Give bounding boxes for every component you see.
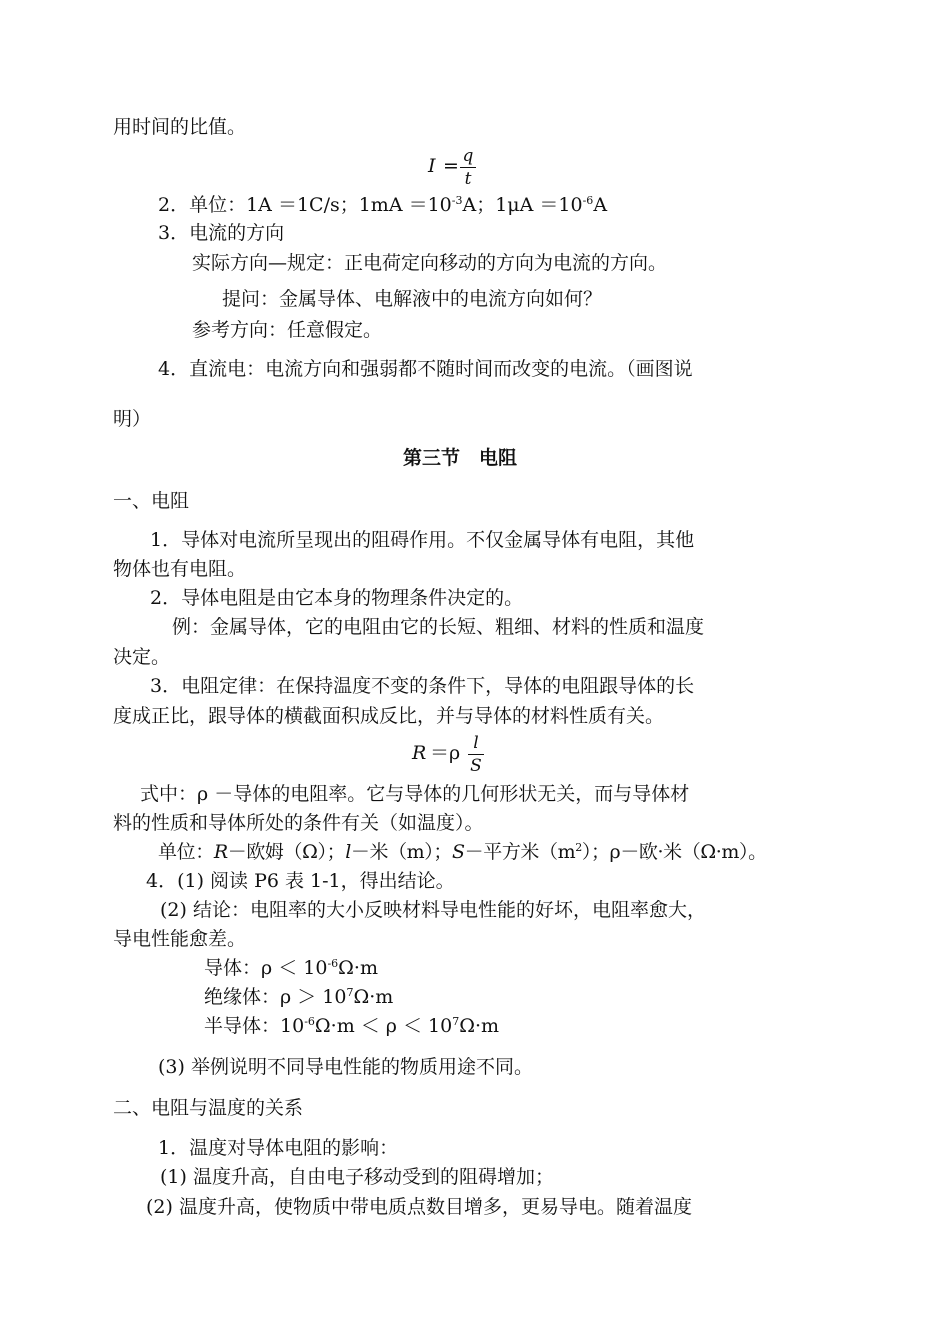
text-line: 料的性质和导体所处的条件有关（如温度）。 — [113, 812, 484, 834]
semiconductor-line — [204, 1014, 499, 1038]
formula-lhs: R — [412, 742, 427, 764]
text-line: (2) 温度升高，使物质中带电质点数目增多，更易导电。随着温度 — [146, 1196, 692, 1218]
question-label: 提问： — [222, 288, 280, 310]
question-line — [222, 287, 602, 311]
text-line: 度成正比，跟导体的横截面积成反比，并与导体的材料性质有关。 — [113, 705, 665, 727]
symbol-s: S — [452, 841, 465, 863]
text-line: 2．导体电阻是由它本身的物理条件决定的。 — [150, 587, 524, 609]
units-ohm: －欧姆（Ω）； — [227, 841, 346, 863]
exponent: -6 — [304, 1015, 315, 1028]
fraction-denominator: t — [464, 169, 472, 189]
formula-equals-rho: ＝ρ — [430, 742, 461, 764]
unit-text-3: A — [593, 194, 608, 216]
text-line: 4．直流电：电流方向和强弱都不随时间而改变的电流。（画图说 — [158, 358, 693, 380]
unit-ohm-meter: Ω·m — [459, 1015, 500, 1037]
text-line: 1．温度对导体电阻的影响： — [158, 1137, 399, 1159]
formula-fraction — [460, 146, 476, 189]
unit-text-2: A；1μA ＝10 — [462, 194, 583, 216]
semiconductor-range: Ω·m ＜ ρ ＜ 10 — [314, 1015, 453, 1037]
unit-ohm-meter: Ω·m — [353, 986, 394, 1008]
formula-lhs: I — [428, 155, 436, 177]
exponent: -6 — [327, 957, 339, 970]
fraction-denominator: S — [470, 756, 482, 776]
subsection-heading: 一、电阻 — [113, 490, 190, 512]
semiconductor-text: 半导体：10 — [204, 1015, 305, 1037]
symbol-r: R — [213, 841, 228, 863]
text-line: 式中：ρ －导体的电阻率。它与导体的几何形状无关，而与导体材 — [140, 783, 690, 805]
text-line: (2) 结论：电阻率的大小反映材料导电性能的好坏，电阻率愈大， — [160, 899, 706, 921]
text-line: 3．电流的方向 — [158, 222, 285, 244]
insulator-text: 绝缘体：ρ ＞ 10 — [204, 986, 347, 1008]
exponent: -3 — [451, 194, 463, 207]
units-square-meter: －平方米（m — [464, 841, 576, 863]
symbol-l: l — [345, 841, 351, 863]
text-line: 1．导体对电流所呈现出的阻碍作用。不仅金属导体有电阻，其他 — [150, 529, 695, 551]
text-line: 参考方向：任意假定。 — [192, 319, 383, 341]
text-line: 物体也有电阻。 — [113, 558, 247, 580]
text-line: 4．(1) 阅读 P6 表 1-1，得出结论。 — [146, 870, 455, 892]
text-line: 用时间的比值。 — [113, 116, 247, 138]
units-meter: －米（m）； — [350, 841, 452, 863]
text-line: 3．电阻定律：在保持温度不变的条件下，导体的电阻跟导体的长 — [150, 675, 695, 697]
text-line: 实际方向—规定：正电荷定向移动的方向为电流的方向。 — [192, 252, 668, 274]
formula-equals: = — [443, 155, 459, 177]
fraction-bar — [468, 754, 484, 755]
fraction-numerator: q — [462, 146, 474, 166]
fraction-numerator: l — [473, 733, 479, 753]
units-line — [158, 840, 767, 864]
text-line: 明） — [113, 408, 152, 430]
text-line: 决定。 — [113, 646, 171, 668]
formula-fraction — [468, 733, 484, 776]
subsection-heading: 二、电阻与温度的关系 — [113, 1097, 304, 1119]
unit-line — [158, 193, 607, 217]
exponent: 7 — [452, 1015, 460, 1028]
text-line: 导电性能愈差。 — [113, 928, 247, 950]
exponent: 2 — [575, 841, 582, 854]
unit-ohm-meter: Ω·m — [338, 957, 378, 979]
text-line: (3) 举例说明不同导电性能的物质用途不同。 — [158, 1056, 533, 1078]
units-ohm-meter: ）；ρ－欧·米（Ω·m）。 — [581, 841, 767, 863]
section-title: 第三节 电阻 — [403, 447, 518, 469]
units-label: 单位： — [158, 841, 214, 863]
exponent: 7 — [346, 986, 354, 999]
text-line: (1) 温度升高，自由电子移动受到的阻碍增加； — [160, 1166, 554, 1188]
fraction-bar — [460, 167, 476, 168]
text-line: 例：金属导体，它的电阻由它的长短、粗细、材料的性质和温度 — [172, 616, 705, 638]
question-text: 金属导体、电解液中的电流方向如何？ — [279, 288, 603, 310]
conductor-text: 导体：ρ ＜ 10 — [204, 957, 328, 979]
unit-text-1: 2．单位：1A ＝1C/s；1mA ＝10 — [158, 194, 452, 216]
conductor-line — [204, 956, 378, 980]
exponent: -6 — [582, 194, 594, 207]
insulator-line — [204, 985, 393, 1009]
